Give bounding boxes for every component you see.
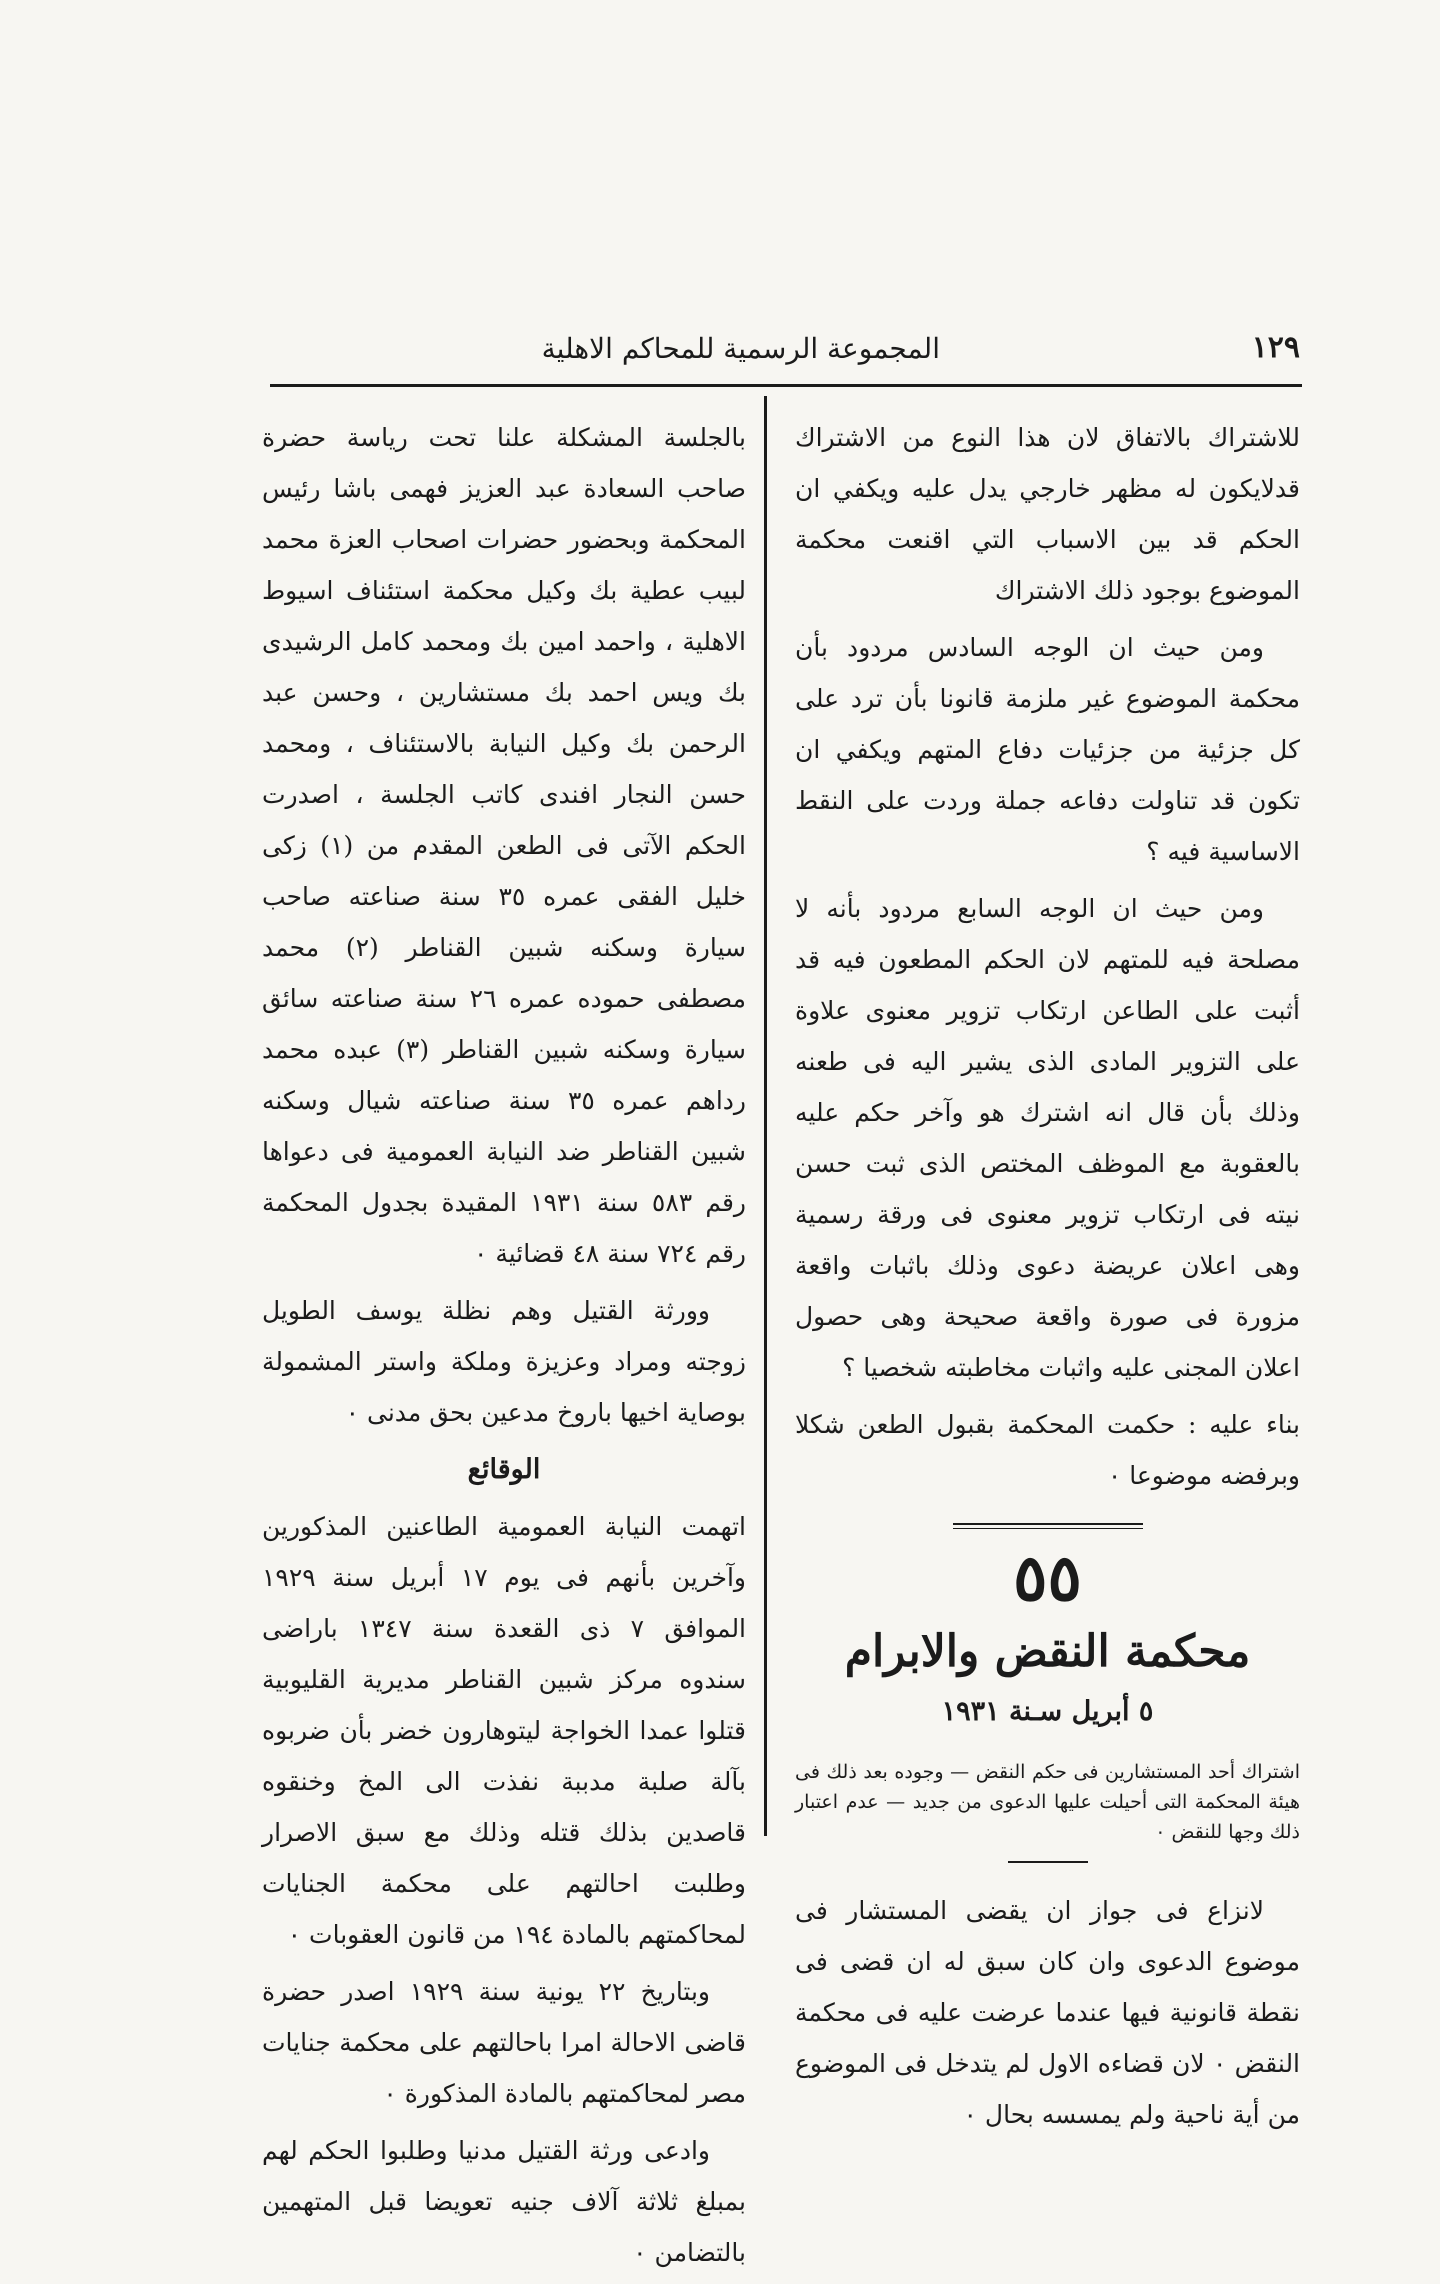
running-title: المجموعة الرسمية للمحاكم الاهلية [541, 332, 940, 365]
judgment-ruling: بناء عليه : حكمت المحكمة بقبول الطعن شكلا وبرفضه موضوعا ٠ [795, 1410, 1300, 1490]
left-column [262, 412, 746, 2284]
right-column [795, 412, 1300, 2146]
right-paragraph-3: ومن حيث ان الوجه السابع مردود بأنه لا مصلحة فيه للمتهم لان الحكم المطعون فيه قد أثبت على الطاعن ارتكاب تزوير معنوى علاوة على التزوير المادى الذى يشير اليه فى طعنه وذلك بأن قال انه اشترك هو وآخر حكم عليه بالعقوبة مع الموظف المختص الذى ثبت حسن نيته فى ارتكاب تزوير معنوى فى ورقة رسمية وهى اعلان عريضة دعوى وذلك باثبات واقعة مزورة فى صورة واقعة صحيحة وهى حصول اعلان المجنى عليه واثبات مخاطبته شخصيا ؟ [795, 894, 1300, 1382]
case-summary: اشتراك أحد المستشارين فى حكم النقض — وجوده بعد ذلك فى هيئة المحكمة التى أحيلت عليها الدعوى من جديد — عدم اعتبار ذلك وجها للنقض ٠ [795, 1761, 1300, 1843]
short-rule [1008, 1861, 1088, 1863]
court-name: محكمة النقض والابرام [844, 1626, 1251, 1677]
case-date: ٥ أبريل سـنة ١٩٣١ [941, 1696, 1154, 1727]
left-paragraph-2: وورثة القتيل وهم نظلة يوسف الطويل زوجته ومراد وعزيزة وملكة واستر المشمولة بوصاية اخيها باروخ مدعين بحق مدنى ٠ [262, 1296, 746, 1427]
right-paragraph-2: ومن حيث ان الوجه السادس مردود بأن محكمة الموضوع غير ملزمة قانونا بأن ترد على كل جزئية من جزئيات دفاع المتهم ويكفي ان تكون قد تناولت دفاعه جملة وردت على النقط الاساسية فيه ؟ [795, 633, 1300, 866]
header-rule [270, 384, 1302, 387]
column-divider [764, 396, 767, 1836]
right-paragraph-1: للاشتراك بالاتفاق لان هذا النوع من الاشتراك قدلايكون له مظهر خارجي يدل عليه ويكفي ان الحكم قد بين الاسباب التي اقنعت محكمة الموضوع بوجود ذلك الاشتراك [795, 423, 1300, 605]
right-paragraph-5: لانزاع فى جواز ان يقضى المستشار فى موضوع الدعوى وان كان سبق له ان قضى فى نقطة قانونية فيها عندما عرضت عليه فى محكمة النقض ٠ لان قضاءه الاول لم يتدخل فى الموضوع من أية ناحية ولم يمسسه بحال ٠ [795, 1896, 1301, 2129]
facts-heading: الوقائع [467, 1454, 541, 1485]
left-paragraph-1: بالجلسة المشكلة علنا تحت رياسة حضرة صاحب السعادة عبد العزيز فهمى باشا رئيس المحكمة وبحضور حضرات اصحاب العزة محمد لبيب عطية بك وكيل محكمة استئناف اسيوط الاهلية ، واحمد امين بك ومحمد كامل الرشيدى بك ويس احمد بك مستشارين ، وحسن عبد الرحمن بك وكيل النيابة بالاستئناف ، ومحمد حسن النجار افندى كاتب الجلسة ، اصدرت الحكم الآتى فى الطعن المقدم من (١) زكى خليل الفقى عمره ٣٥ سنة صناعته صاحب سيارة وسكنه شبين القناطر (٢) محمد مصطفى حموده عمره ٢٦ سنة صناعته سائق سيارة وسكنه شبين القناطر (٣) عبده محمد رداهم عمره ٣٥ سنة صناعته شيال وسكنه شبين القناطر ضد النيابة العمومية فى دعواها رقم ٥٨٣ سنة ١٩٣١ المقيدة بجدول المحكمة رقم ٧٢٤ سنة ٤٨ قضائية ٠ [262, 423, 746, 1268]
case-number: ٥٥ [1013, 1541, 1082, 1616]
left-paragraph-5: وادعى ورثة القتيل مدنيا وطلبوا الحكم لهم بمبلغ ثلاثة آلاف جنيه تعويضا قبل المتهمين بالتضامن ٠ [262, 2136, 746, 2267]
left-paragraph-3: اتهمت النيابة العمومية الطاعنين المذكورين وآخرين بأنهم فى يوم ١٧ أبريل سنة ١٩٢٩ الموافق ٧ ذى القعدة سنة ١٣٤٧ باراضى سندوه مركز شبين القناطر مديرية القليوبية قتلوا عمدا الخواجة ليتوهارون خضر بأن ضربوه بآلة صلبة مدببة نفذت الى المخ وخنقوه قاصدين بذلك قتله وذلك مع سبق الاصرار وطلبت احالتهم على محكمة الجنايات لمحاكمتهم بالمادة ١٩٤ من قانون العقوبات ٠ [262, 1512, 747, 1949]
ornamental-rule [953, 1523, 1143, 1529]
left-paragraph-4: وبتاريخ ٢٢ يونية سنة ١٩٢٩ اصدر حضرة قاضى الاحالة امرا باحالتهم على محكمة جنايات مصر لمحاكمتهم بالمادة المذكورة ٠ [262, 1977, 746, 2108]
page-header [270, 330, 1300, 380]
page-number: ١٢٩ [1251, 330, 1300, 365]
